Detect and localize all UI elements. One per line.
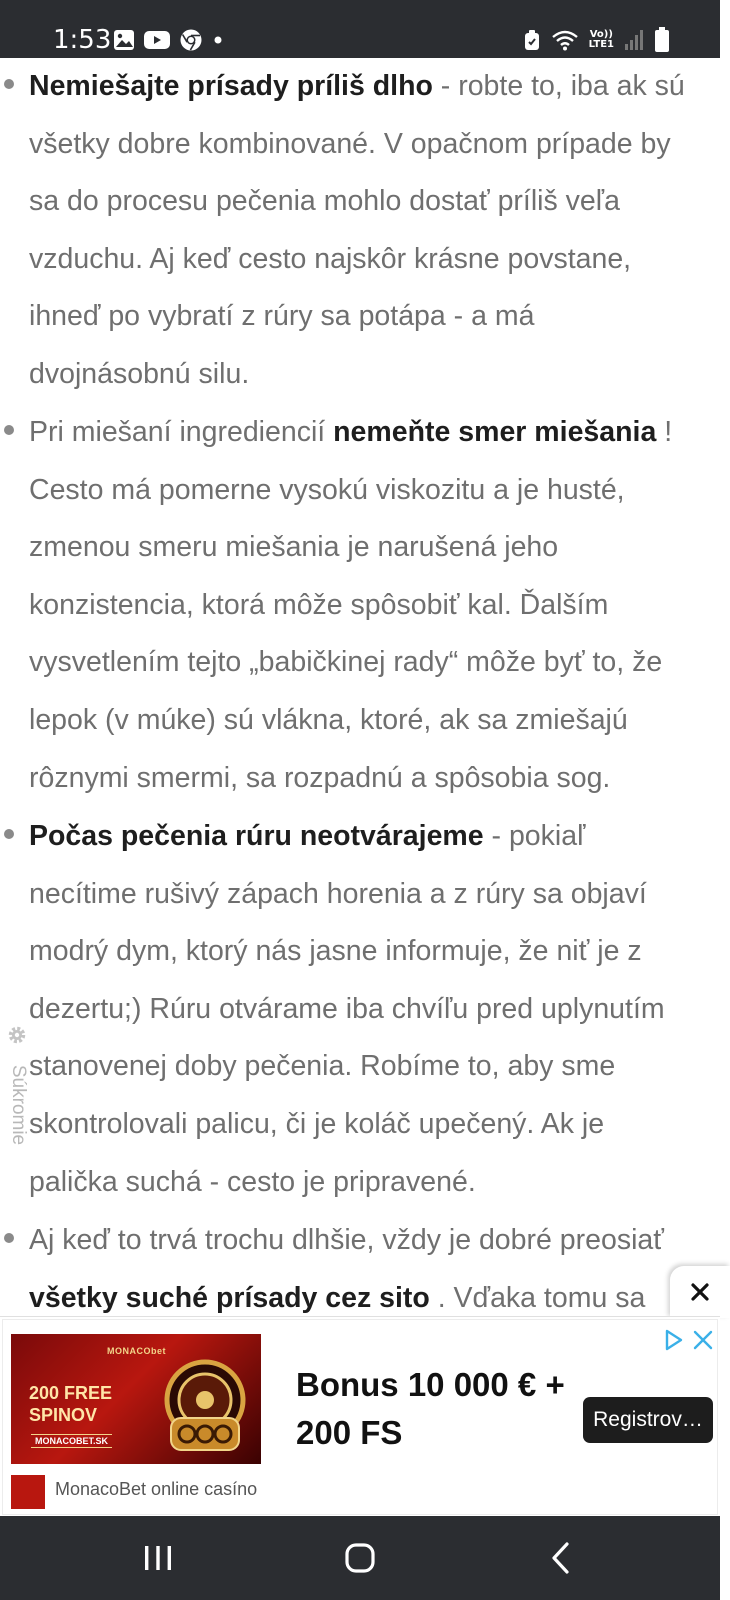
ad-dismiss-icon[interactable]: [690, 1327, 716, 1353]
status-icons-right: [523, 26, 670, 54]
volte-icon: [589, 30, 614, 50]
volte-top-label: Vo)): [589, 29, 613, 40]
bullet-dot: [4, 425, 14, 435]
privacy-label: Súkromie: [8, 1064, 29, 1146]
signal-icon: [624, 29, 644, 51]
tip-body: - pokiaľ necítime rušivý zápach horenia a z rúry sa objaví modrý dym, ktorý nás jasne informuje, že niť je z dezertu;) Rúru otvárame iba chvíľu pred uplynutím stanovenej doby pečenia. Robíme to, aby sme skontrolovali palicu, či je koláč upečený. Ak je palička suchá - cesto je pripravené.: [29, 820, 665, 1198]
tip-bold-lead: Počas pečenia rúru neotvárajeme: [29, 820, 484, 852]
ad-choices-icon[interactable]: [660, 1327, 686, 1353]
roulette-wheel-icon: [161, 1356, 249, 1456]
close-icon: [690, 1282, 710, 1302]
tip-body: ! Cesto má pomerne vysokú viskozitu a je husté, zmenou smeru miešania je narušená jeho konzistencia, ktorá môže spôsobiť kal. Ďalším vysvetlením tejto „babičkinej rady“ môže byť to, že lepok (v múke) sú vlákna, ktoré, ak sa zmiešajú rôznymi smermi, sa rozpadnú a spôsobia sog.: [29, 416, 673, 794]
bullet-dot: [4, 829, 14, 839]
tip-text: [29, 808, 689, 1211]
tip-pre: Pri miešaní ingrediencií: [29, 416, 334, 448]
volte-bottom-label: LTE1: [588, 39, 614, 50]
tip-bold: nemeňte smer miešania: [333, 416, 657, 448]
ad-image-promo-line1: 200 FREE: [29, 1383, 113, 1403]
ad-image[interactable]: [11, 1334, 261, 1464]
chrome-icon: [179, 28, 203, 52]
gear-icon: [6, 1024, 28, 1046]
youtube-icon: [143, 29, 171, 51]
status-bar: [0, 0, 720, 58]
advertiser-name[interactable]: MonacoBet online casíno: [55, 1479, 258, 1499]
notification-dot-icon: [211, 33, 225, 47]
status-time: 1:53: [53, 25, 112, 55]
system-nav-bar: [0, 1516, 720, 1600]
ad-image-promo-line2: SPINOV: [29, 1405, 98, 1425]
ad-image-promo: [29, 1382, 112, 1426]
tip-pre: Aj keď to trvá trochu dlhšie, vždy je dobré preosiať: [29, 1224, 664, 1256]
tip-text: [29, 404, 689, 807]
advertiser-logo: [11, 1475, 45, 1509]
alarm-icon: [523, 28, 541, 52]
tip-text: [29, 58, 689, 404]
tip-body: . Vďaka tomu sa: [437, 1281, 646, 1314]
wifi-icon: [551, 28, 579, 52]
home-icon[interactable]: [330, 1538, 390, 1578]
ad-image-domain: MONACOBET.SK: [31, 1434, 112, 1448]
recents-icon[interactable]: [128, 1538, 188, 1578]
battery-icon: [654, 27, 670, 53]
back-icon[interactable]: [532, 1538, 592, 1578]
ad-close-button[interactable]: [670, 1266, 730, 1318]
tip-bold: všetky suché prísady cez sito: [29, 1281, 430, 1314]
bullet-dot: [4, 1233, 14, 1243]
ad-image-brand: MONACObet: [107, 1346, 166, 1356]
ad-headline[interactable]: Bonus 10 000 € + 200 FS: [296, 1366, 565, 1451]
article-content: [0, 58, 720, 1316]
gallery-icon: [113, 29, 135, 51]
status-icons-left: [113, 28, 225, 52]
tip-bold-lead: Nemiešajte prísady príliš dlho: [29, 70, 433, 102]
ad-banner[interactable]: [0, 1316, 720, 1517]
tip-body: - robte to, iba ak sú všetky dobre kombinované. V opačnom prípade by sa do procesu pečenia mohlo dostať príliš veľa vzduchu. Aj keď cesto najskôr krásne povstane, ihneď po vybratí z rúry sa potápa - a má dvojnásobnú silu.: [29, 70, 685, 390]
ad-register-button[interactable]: Registrov…: [583, 1397, 713, 1443]
privacy-settings-tab[interactable]: [5, 1024, 31, 1148]
bullet-dot: [4, 79, 14, 89]
